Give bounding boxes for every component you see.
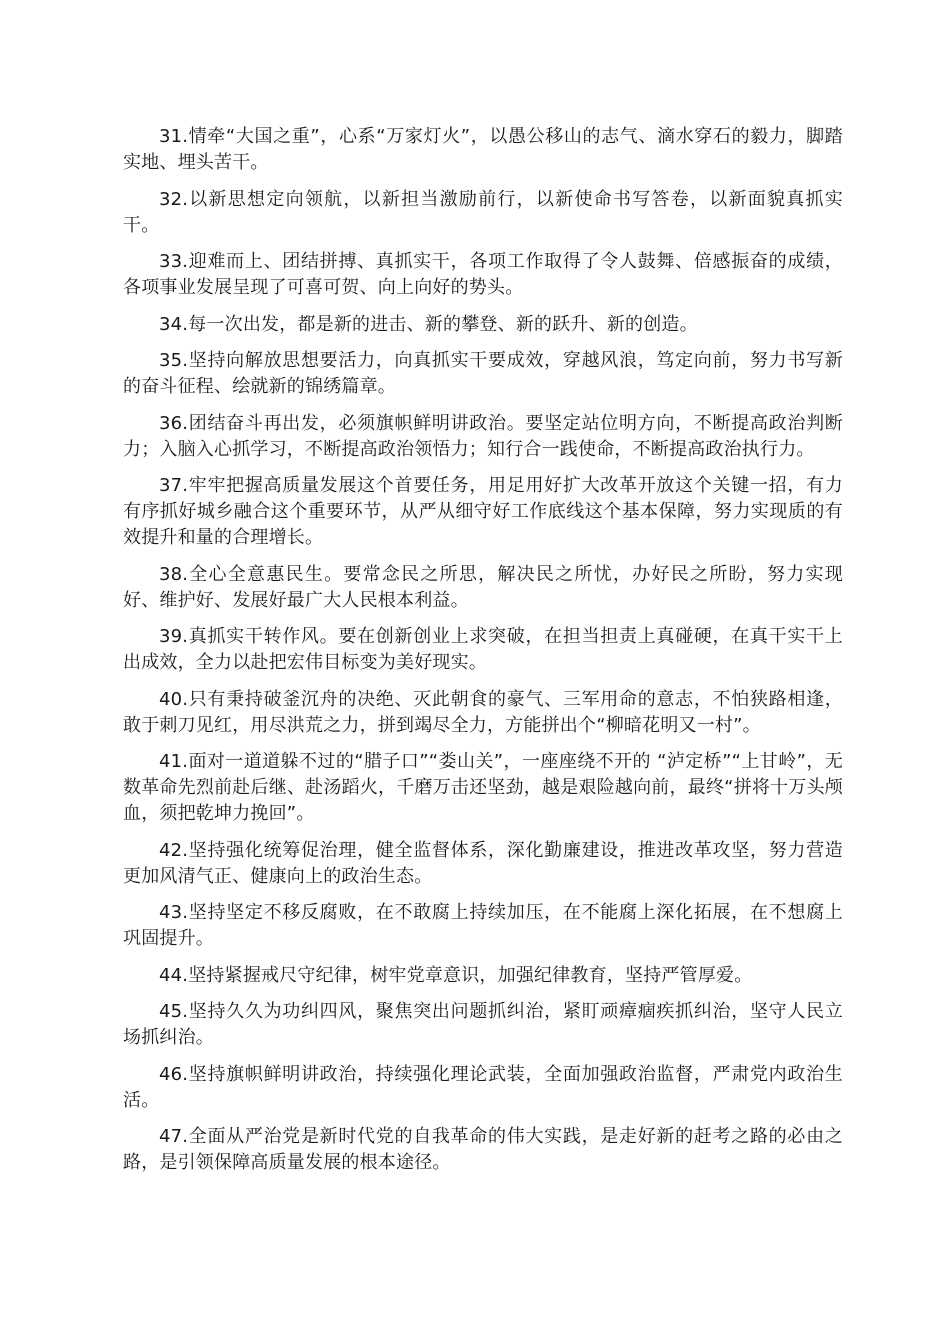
paragraph-44: 44.坚持紧握戒尺守纪律，树牢党章意识，加强纪律教育，坚持严管厚爱。 xyxy=(159,964,753,986)
paragraph-43: 43.坚持坚定不移反腐败，在不敢腐上持续加压，在不能腐上深化拓展，在不想腐上巩固提升。 xyxy=(123,902,843,949)
paragraph-46: 46.坚持旗帜鲜明讲政治，持续强化理论武装，全面加强政治监督，严肃党内政治生活。 xyxy=(123,1063,843,1111)
paragraph-35: 35.坚持向解放思想要活力，向真抓实干要成效，穿越风浪，笃定向前，努力书写新的奋斗征程、绘就新的锦绣篇章。 xyxy=(123,350,843,397)
paragraph-47: 47.全面从严治党是新时代党的自我革命的伟大实践，是走好新的赶考之路的必由之路，是引领保障高质量发展的根本途径。 xyxy=(123,1126,843,1173)
paragraph-31: 31.情牵“大国之重”，心系“万家灯火”，以愚公移山的志气、滴水穿石的毅力，脚踏实地、埋头苦干。 xyxy=(123,126,843,173)
paragraph-41: 41.面对一道道躲不过的“腊子口”“娄山关”，一座座绕不开的 “泸定桥”“上甘岭”，无数革命先烈前赴后继、赴汤蹈火，千磨万击还坚劲，越是艰险越向前，最终“拼将十万头颅血，须把乾坤力挽回”。 xyxy=(123,751,843,824)
paragraph-38: 38.全心全意惠民生。要常念民之所思，解决民之所忧，办好民之所盼，努力实现好、维护好、发展好最广大人民根本利益。 xyxy=(123,563,843,611)
paragraph-34: 34.每一次出发，都是新的进击、新的攀登、新的跃升、新的创造。 xyxy=(159,313,698,335)
paragraph-37: 37.牢牢把握高质量发展这个首要任务，用足用好扩大改革开放这个关键一招，有力有序抓好城乡融合这个重要环节，从严从细守好工作底线这个基本保障，努力实现质的有效提升和量的合理增长。 xyxy=(123,475,843,548)
paragraph-42: 42.坚持强化统筹促治理，健全监督体系，深化勤廉建设，推进改革攻坚，努力营造更加风清气正、健康向上的政治生态。 xyxy=(123,839,843,887)
paragraph-33: 33.迎难而上、团结拼搏、真抓实干，各项工作取得了令人鼓舞、倍感振奋的成绩，各项事业发展呈现了可喜可贺、向上向好的势头。 xyxy=(123,251,843,298)
paragraph-32: 32.以新思想定向领航，以新担当激励前行，以新使命书写答卷，以新面貌真抓实干。 xyxy=(123,188,843,236)
paragraph-39: 39.真抓实干转作风。要在创新创业上求突破，在担当担责上真碰硬，在真干实干上出成效，全力以赴把宏伟目标变为美好现实。 xyxy=(123,626,843,673)
paragraph-36: 36.团结奋斗再出发，必须旗帜鲜明讲政治。要坚定站位明方向，不断提高政治判断力；入脑入心抓学习，不断提高政治领悟力；知行合一践使命，不断提高政治执行力。 xyxy=(123,412,843,460)
paragraph-45: 45.坚持久久为功纠四风，聚焦突出问题抓纠治，紧盯顽瘴痼疾抓纠治，坚守人民立场抓纠治。 xyxy=(123,1001,843,1048)
document-body xyxy=(123,124,843,1187)
paragraph-40: 40.只有秉持破釜沉舟的决绝、灭此朝食的豪气、三军用命的意志，不怕狭路相逢，敢于刺刀见红，用尽洪荒之力，拼到竭尽全力，方能拼出个“柳暗花明又一村”。 xyxy=(123,688,843,736)
